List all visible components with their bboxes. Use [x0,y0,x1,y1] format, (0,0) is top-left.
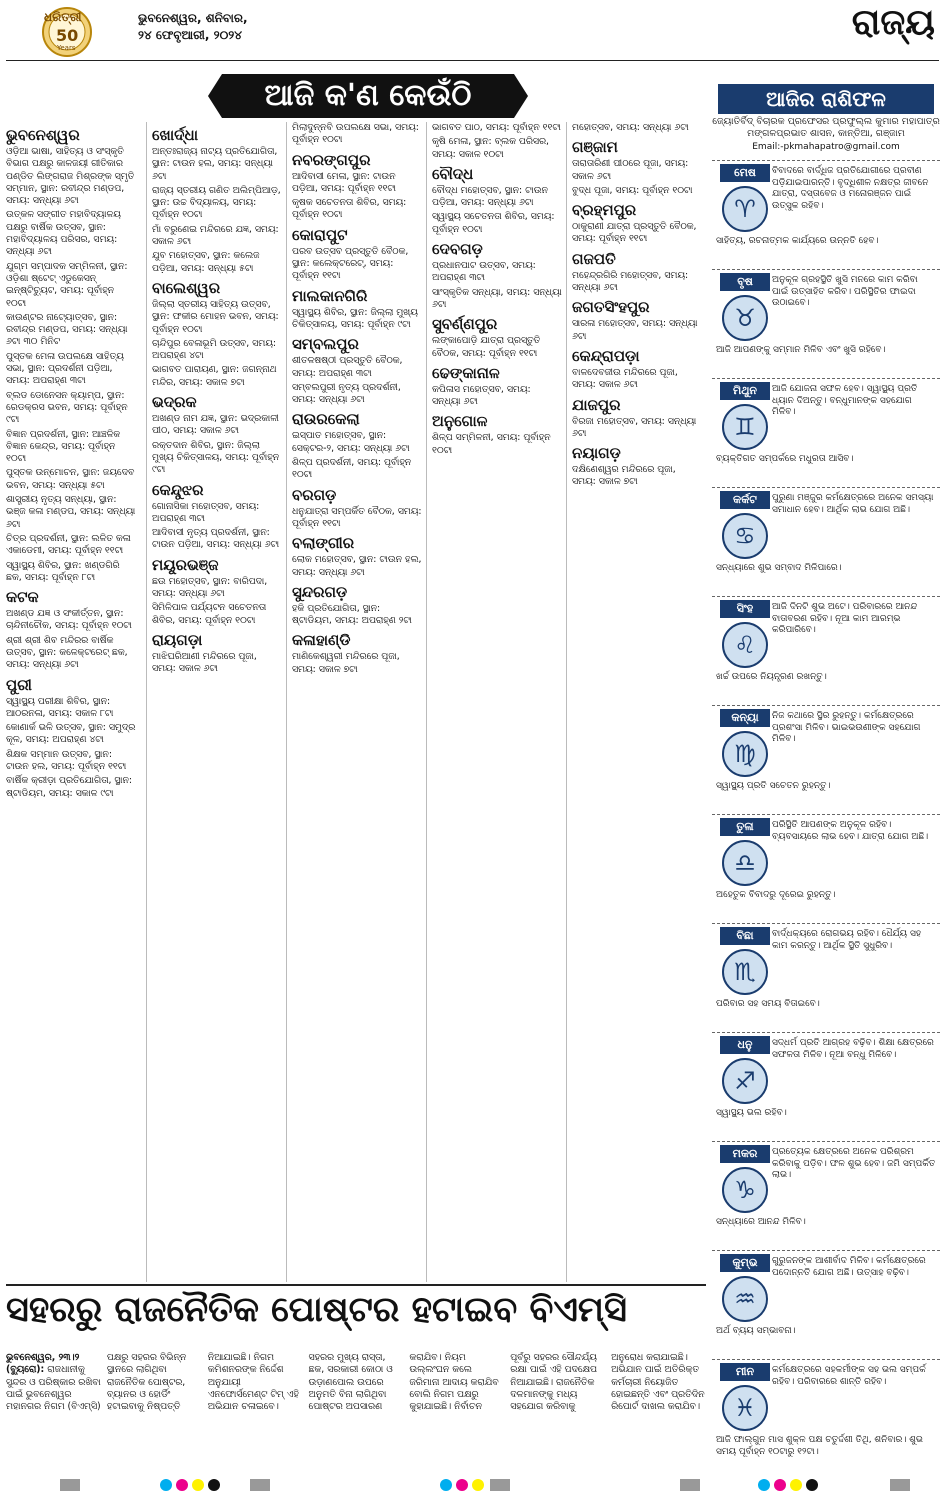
sign-prediction: ଆଜି ଯୋଜନା ସଫଳ ହେବ। ସ୍ୱାସ୍ଥ୍ୟ ପ୍ରତି ଧ୍ୟାନ ଦିଅନ୍ତୁ। ବନ୍ଧୁମାନଙ୍କ ସହଯୋଗ ମିଳିବ। [772,384,918,417]
event-entry: ଭାଗବତ ପାଠ, ସମୟ: ପୂର୍ବାହ୍ନ ୧୧ଟା [432,122,561,133]
place-heading: ଦେବଗଡ଼ [432,240,483,259]
sign-label: କୁମ୍ଭ [720,1254,770,1272]
place-heading: ସମ୍ବଲପୁର [292,335,359,354]
zodiac-symbol-icon: ♐ [722,1058,768,1104]
place-heading: ଭଦ୍ରକ [152,393,197,412]
horoscope-sign [712,382,940,482]
events-columns [6,122,706,1282]
dateline-date: ୨୪ ଫେବୃଆରୀ, ୨୦୨୪ [138,28,242,42]
horoscope-sign [712,1363,940,1463]
event-entry: ଉତ୍କଳ ସଙ୍ଗୀତ ମହାବିଦ୍ୟାଳୟ ପକ୍ଷରୁ ବାର୍ଷିକ ଉତ୍ସବ, ସ୍ଥାନ: ମହାବିଦ୍ୟାଳୟ ପରିସର, ସମୟ: ସନ୍ଧ୍ୟା ୬ଟା [6,209,121,258]
place-heading: ସୁନ୍ଦରଗଡ଼ [292,582,348,601]
event-entry: ପୁସ୍ତକ ଉନ୍ମୋଚନ, ସ୍ଥାନ: ଜୟଦେବ ଭବନ, ସମୟ: ସନ୍ଧ୍ୟା ୫ଟା [6,467,135,491]
place-heading: ଢେଙ୍କାନାଳ [432,363,500,382]
event-entry: ଓଡ଼ିଆ ଭାଷା, ସାହିତ୍ୟ ଓ ସଂସ୍କୃତି ବିଭାଗ ପକ୍ଷରୁ କାଳଜୟୀ ଗୀତିକାର ପଣ୍ଡିତ ଲିଙ୍ଗରାଜ ମିଶ୍ରଙ୍କ ସ୍ମୃତି ସମ୍ମାନ, ସ୍ଥାନ: ରବୀନ୍ଦ୍ର ମଣ୍ଡପ, ସମୟ: ସନ୍ଧ୍ୟା ୬ଟା [6,146,135,207]
event-entry: ଜିଲ୍ଲା ସ୍ତରୀୟ ସାହିତ୍ୟ ଉତ୍ସବ, ସ୍ଥାନ: ଫକୀର ମୋହନ ଭବନ, ସମୟ: ପୂର୍ବାହ୍ନ ୧୦ଟା [152,298,279,335]
page-header [0,0,945,62]
color-registration-dot [774,1479,786,1491]
event-entry: ଅନ୍ତଃରାଜ୍ୟ ନାଟ୍ୟ ପ୍ରତିଯୋଗିତା, ସ୍ଥାନ: ଟାଉନ ହଲ, ସମୟ: ସନ୍ଧ୍ୟା ୬ଟା [152,146,278,182]
sign-prediction-continued: ଆଜି ଫାଲ୍‌ଗୁନ ମାସ ଶୁକ୍ଳ ପକ୍ଷ ଚତୁର୍ଦ୍ଦଶୀ ତିଥି, ଶନିବାର। ଶୁଭ ସମୟ ପୂର୍ବାହ୍ନ ୧୦ଟାରୁ ୧୨ଟା। [716,1435,924,1457]
sign-label: କନ୍ୟା [720,709,770,727]
sign-prediction-continued: ସ୍ୱାସ୍ଥ୍ୟ ଭଲ ରହିବ। [716,1108,787,1118]
event-entry: ବୁଦ୍ଧ ପୂଜା, ସମୟ: ପୂର୍ବାହ୍ନ ୧୦ଟା [572,184,693,196]
place-heading: ମୟୂରଭଞ୍ଜ [152,555,219,574]
place-heading: ରାୟଗଡ଼ା [152,630,203,649]
event-entry: ଯୁଗ୍ମ ସମ୍ପାଦକ ସମ୍ମିଳନୀ, ସ୍ଥାନ: ଓଡ଼ିଶା ଷ୍ଟେଟ୍ ଏଡୁକେସନ୍ ଇନ୍‌ଷ୍ଟିଚ୍ୟୁଟ, ସମୟ: ପୂର୍ବାହ୍ନ ୧୦ଟା [6,260,128,309]
story-byline: ଭୁବନେଶ୍ୱର, ୨୩।୨ (ବ୍ୟୁରୋ): [6,1352,80,1376]
horoscope-heading: ଆଜିର ରାଶିଫଳ [718,84,934,114]
event-entry: ପରବ ଉତ୍ସବ ପ୍ରସ୍ତୁତି ବୈଠକ, ସ୍ଥାନ: କଲେକ୍ଟରେଟ୍, ସମୟ: ପୂର୍ବାହ୍ନ ୧୧ଟା [292,245,409,282]
sign-label: କର୍କଟ [720,491,770,509]
sign-prediction: ଆଜି ଦିନଟି ଶୁଭ ଅଟେ। ପରିବାରରେ ଆନନ୍ଦ ବାତାବରଣ ରହିବ। ନୂଆ କାମ ଆରମ୍ଭ କରିପାରିବେ। [772,602,918,635]
place-heading: ପୁରୀ [6,675,32,694]
place-heading: ଜଗତସିଂହପୁର [572,298,650,317]
event-entry: ରାଜ୍ୟ ସ୍ତରୀୟ ଗଣିତ ଅଲିମ୍ପିଆଡ଼, ସ୍ଥାନ: ଉଚ୍ଚ ବିଦ୍ୟାଳୟ, ସମୟ: ପୂର୍ବାହ୍ନ ୧୦ଟା [152,184,281,221]
zodiac-symbol-icon: ♊ [722,404,768,450]
horoscope-sign [712,1036,940,1136]
event-entry: କାଉଣ୍ଟର ନାଟ୍ୟୋତ୍ସବ, ସ୍ଥାନ: ରବୀନ୍ଦ୍ର ମଣ୍ଡପ, ସମୟ: ସନ୍ଧ୍ୟା ୬ଟା ୩୦ ମିନିଟ [6,311,128,348]
horoscope-panel [712,78,940,1490]
sign-prediction-continued: ସନ୍ଧ୍ୟାରେ ଆନନ୍ଦ ମିଳିବ। [716,1217,806,1227]
zodiac-symbol-icon: ♈ [722,186,768,232]
event-entry: ଭାଗବତ ପାରାୟଣ, ସ୍ଥାନ: ଜଗନ୍ନାଥ ମନ୍ଦିର, ସମୟ: ସକାଳ ୭ଟା [152,364,277,388]
event-entry: ବ୍ଲଡ ଡୋନେସନ କ୍ୟାମ୍ପ, ସ୍ଥାନ: ରେଡକ୍ରସ ଭବନ, ସମୟ: ପୂର୍ବାହ୍ନ ୯ଟା [6,389,128,426]
event-entry: ଧନୁଯାତ୍ରା ସମ୍ପର୍କିତ ବୈଠକ, ସମୟ: ପୂର୍ବାହ୍ନ ୧୧ଟା [292,505,422,529]
sign-label: ଧନୁ [720,1036,770,1054]
horoscope-sign [712,818,940,918]
event-entry: ଇସ୍ପାତ ମହୋତ୍ସବ, ସ୍ଥାନ: ସେକ୍ଟର-୨, ସମୟ: ସନ୍ଧ୍ୟା ୬ଟା [292,430,410,454]
place-heading: କେନ୍ଦୁଝର [152,480,204,499]
event-entry: ସିମିଳିପାଳ ପର୍ଯ୍ୟଟନ ସଚେତନତା ଶିବିର, ସମୟ: ପୂର୍ବାହ୍ନ ୧୦ଟା [152,602,267,626]
place-heading: କୋରାପୁଟ [292,225,348,244]
horoscope-sign [712,273,940,373]
event-entry: ବିଜ୍ଞାନ ପ୍ରଦର୍ଶନୀ, ସ୍ଥାନ: ଆଞ୍ଚଳିକ ବିଜ୍ଞାନ କେନ୍ଦ୍ର, ସମୟ: ପୂର୍ବାହ୍ନ ୧୦ଟା [6,428,121,465]
color-registration-dot [758,1479,770,1491]
event-entry: ସ୍ୱାସ୍ଥ୍ୟ ସଚେତନତା ଶିବିର, ସମୟ: ପୂର୍ବାହ୍ନ ୧୦ଟା [432,211,555,235]
event-entry: ଚିତ୍ର ପ୍ରଦର୍ଶନୀ, ସ୍ଥାନ: ଲଳିତ କଳା ଏକାଡେମୀ, ସମୟ: ପୂର୍ବାହ୍ନ ୧୧ଟା [6,532,131,557]
event-entry: ଛଉ ମହୋତ୍ସବ, ସ୍ଥାନ: ବାରିପଦା, ସମୟ: ସନ୍ଧ୍ୟା ୬ଟା [152,575,268,600]
sign-divider [712,378,940,380]
sign-prediction-continued: ଅହେତୁକ ବିବାଦରୁ ଦୂରେଇ ରୁହନ୍ତୁ। [716,890,836,900]
newspaper-logo [30,2,104,58]
event-entry: ଅଖଣ୍ଡ ନାମ ଯଜ୍ଞ, ସ୍ଥାନ: ଭଦ୍ରକାଳୀ ପୀଠ, ସମୟ: ସକାଳ ୬ଟା [152,413,279,437]
sign-divider [712,160,940,162]
sign-prediction: ପୁରୁଣା ମଞ୍ଜୁର କର୍ମକ୍ଷେତ୍ରରେ ଅନେକ ସମସ୍ୟା ସମାଧାନ ହେବ। ଆର୍ଥିକ ଲାଭ ଯୋଗ ଅଛି। [772,493,934,515]
event-entry: ଶାସ୍ତ୍ରୀୟ ନୃତ୍ୟ ସନ୍ଧ୍ୟା, ସ୍ଥାନ: ଭଞ୍ଜ କଳା ମଣ୍ଡପ, ସମୟ: ସନ୍ଧ୍ୟା ୬ଟା [6,494,136,530]
event-entry: ସାରଳା ମହୋତ୍ସବ, ସମୟ: ସନ୍ଧ୍ୟା ୬ଟା [572,318,698,342]
events-column [426,122,562,1282]
header-rule [6,60,939,61]
zodiac-symbol-icon: ♌ [722,622,768,668]
sign-prediction-continued: ସନ୍ଧ୍ୟାରେ ଶୁଭ ସମ୍ବାଦ ମିଳିପାରେ। [716,563,842,573]
color-registration-dot [790,1479,802,1491]
event-entry: ମାଁ ବରୁଣେଇ ମନ୍ଦିରରେ ଯଜ୍ଞ, ସମୟ: ସକାଳ ୬ଟା [152,223,279,248]
place-heading: ଭୁବନେଶ୍ୱର [6,126,80,144]
event-entry: ସାଂସ୍କୃତିକ ସନ୍ଧ୍ୟା, ସମୟ: ସନ୍ଧ୍ୟା ୬ଟା [432,286,562,310]
gray-bar-mark [250,1479,270,1491]
dateline [138,10,248,44]
sign-prediction-continued: ସାହିତ୍ୟ, ରଚନାତ୍ମକ କାର୍ଯ୍ୟରେ ଉନ୍ନତି ହେବ। [716,236,879,246]
event-entry: କୃଷକ ସଚେତନତା ଶିବିର, ସମୟ: ପୂର୍ବାହ୍ନ ୧୦ଟା [292,197,407,221]
place-heading: ବରଗଡ଼ [292,485,337,504]
gray-bar-mark [490,1479,510,1491]
zodiac-symbol-icon: ♋ [722,513,768,559]
event-entry: ସ୍ୱାସ୍ଥ୍ୟ ପରୀକ୍ଷା ଶିବିର, ସ୍ଥାନ: ଆଠରନଳା, ସମୟ: ସକାଳ ୮ଟା [6,695,114,719]
section-title: ରାଜ୍ୟ [851,2,935,43]
astrologer-credit: ଜ୍ୟୋତିର୍ବିଦ୍ ବିଚାରକ ପ୍ରଫେସର ପ୍ରଫୁଲ୍ଲ କୁମାର ମହାପାତ୍ର ମଙ୍ଗଳପ୍ରଭାତ ଶାସନ, କାନ୍ତିଆ, ଗଞ୍ଜାମ [712,116,940,139]
sign-prediction: ଗୁରୁଜନଙ୍କ ଆଶୀର୍ବାଦ ମିଳିବ। କର୍ମକ୍ଷେତ୍ରରେ ପଦୋନ୍ନତି ଯୋଗ ଅଛି। ଉତ୍ସାହ ବଢ଼ିବ। [772,1256,926,1278]
zodiac-symbol-icon: ♑ [722,1167,768,1213]
horoscope-sign [712,927,940,1027]
color-registration-dot [440,1479,452,1491]
zodiac-symbol-icon: ♒ [722,1276,768,1322]
zodiac-symbol-icon: ♍ [722,731,768,777]
event-entry: ଲଙ୍କାପୋଡ଼ି ଯାତ୍ରା ପ୍ରସ୍ତୁତି ବୈଠକ, ସମୟ: ପୂର୍ବାହ୍ନ ୧୧ଟା [432,335,541,359]
logo-years-label: Years [57,44,76,52]
sign-prediction-continued: ଅର୍ଥ ବ୍ୟୟ ସମ୍ଭାବନା। [716,1326,796,1336]
event-entry: ଶିଳ୍ପ ପ୍ରଦର୍ଶନୀ, ସମୟ: ପୂର୍ବାହ୍ନ ୧୦ଟା [292,457,412,481]
event-entry: ପ୍ରଧାନପାଟ ଉତ୍ସବ, ସମୟ: ଅପରାହ୍ଣ ୩ଟା [432,260,536,284]
zodiac-symbol-icon: ♎ [722,840,768,886]
zodiac-symbol-icon: ♉ [722,295,768,341]
lead-story-body [6,1352,706,1472]
event-entry: ବାଳଦେବଜୀଉ ମନ୍ଦିରରେ ପୂଜା, ସମୟ: ସକାଳ ୬ଟା [572,366,678,391]
place-heading: ମାଲକାନଗିରି [292,286,368,305]
event-entry: ଆଦିବାସୀ ମେଳା, ସ୍ଥାନ: ଟାଉନ ପଡ଼ିଆ, ସମୟ: ପୂର୍ବାହ୍ନ ୧୧ଟା [292,170,396,194]
zodiac-symbol-icon: ♓ [722,1385,768,1431]
color-registration-dot [192,1479,204,1491]
lead-headline: ସହରରୁ ରାଜନୈତିକ ପୋଷ୍ଟର ହଟାଇବ ବିଏମ୍‌ସି [6,1290,627,1330]
event-entry: ରକ୍ତଦାନ ଶିବିର, ସ୍ଥାନ: ଜିଲ୍ଲା ମୁଖ୍ୟ ଚିକିତ୍ସାଳୟ, ସମୟ: ପୂର୍ବାହ୍ନ ୯ଟା [152,439,280,476]
event-entry: ଶ୍ରୀ ଶ୍ରୀ ଶିବ ମନ୍ଦିରର ବାର୍ଷିକ ଉତ୍ସବ, ସ୍ଥାନ: କଳେକ୍ଟରେଟ୍ ଛକ, ସମୟ: ସନ୍ଧ୍ୟା ୬ଟା [6,634,128,671]
sign-prediction-continued: ସ୍ୱାସ୍ଥ୍ୟ ପ୍ରତି ସଚେତନ ରୁହନ୍ତୁ। [716,781,831,791]
sign-label: ତୁଳା [720,818,770,836]
event-entry: ଚାନ୍ଦିପୁର ବେଳାଭୂମି ଉତ୍ସବ, ସମୟ: ଅପରାହ୍ଣ ୪ଟା [152,337,276,362]
logo-years-number: 50 [56,26,79,45]
gray-bar-mark [890,1479,910,1491]
event-entry: ଆଦିବାସୀ ନୃତ୍ୟ ପ୍ରଦର୍ଶନୀ, ସ୍ଥାନ: ଟାଉନ ପଡ଼ିଆ, ସମୟ: ସନ୍ଧ୍ୟା ୬ଟା [152,527,280,551]
event-entry: ହକି ପ୍ରତିଯୋଗିତା, ସ୍ଥାନ: ଷ୍ଟାଡିୟମ, ସମୟ: ଅପରାହ୍ଣ ୨ଟା [292,602,412,627]
sign-divider [712,487,940,489]
place-heading: ବ୍ରହ୍ମପୁର [572,201,637,220]
sign-divider [712,269,940,271]
place-heading: ଯାଜପୁର [572,395,621,414]
sign-divider [712,923,940,925]
event-entry: କପିଳାସ ମହୋତ୍ସବ, ସମୟ: ସନ୍ଧ୍ୟା ୬ଟା [432,383,531,408]
event-entry: କୃଷି ମେଳା, ସ୍ଥାନ: ବ୍ଲକ ପରିସର, ସମୟ: ସକାଳ ୧୦ଟା [432,136,549,160]
sign-divider [712,1250,940,1252]
place-heading: ରାଉରକେଲା [292,410,360,429]
event-entry: ଶିଳ୍ପ ସମ୍ମିଳନୀ, ସମୟ: ପୂର୍ବାହ୍ନ ୧୦ଟା [432,432,551,456]
event-entry: ଶିକ୍ଷକ ସମ୍ମାନ ଉତ୍ସବ, ସ୍ଥାନ: ଟାଉନ ହଲ, ସମୟ: ପୂର୍ବାହ୍ନ ୧୧ଟା [6,748,127,773]
astrologer-email: Email:-pkmahapatro@gmail.com [752,142,900,152]
event-entry: ଶୀତଳଷଷ୍ଠୀ ପ୍ରସ୍ତୁତି ବୈଠକ, ସମୟ: ଅପରାହ୍ଣ ୩ଟା [292,355,403,379]
horoscope-sign [712,709,940,809]
color-registration-dot [806,1479,818,1491]
horoscope-sign [712,1145,940,1245]
event-entry: ସମ୍ବଲପୁରୀ ନୃତ୍ୟ ପ୍ରଦର୍ଶନୀ, ସମୟ: ସନ୍ଧ୍ୟା ୬ଟା [292,381,401,406]
event-entry: ଅଖଣ୍ଡ ଯଜ୍ଞ ଓ ସଂକୀର୍ତ୍ତନ, ସ୍ଥାନ: ଚାନ୍ଦିନୀଚୌକ, ସମୟ: ପୂର୍ବାହ୍ନ ୧୦ଟା [6,608,132,632]
gray-bar-mark [680,1479,700,1491]
event-entry: ଠାକୁରାଣୀ ଯାତ୍ରା ପ୍ରସ୍ତୁତି ବୈଠକ, ସମୟ: ପୂର୍ବାହ୍ନ ୧୧ଟା [572,221,697,245]
sign-label: ବିଛା [720,927,770,945]
sign-prediction: ସଦ୍ଧର୍ମ ପ୍ରତି ଆଗ୍ରହ ବଢ଼ିବ। ଶିକ୍ଷା କ୍ଷେତ୍ରରେ ସଫଳତା ମିଳିବ। ନୂଆ ବନ୍ଧୁ ମିଳିବେ। [772,1038,934,1060]
sign-label: ମିଥୁନ [720,382,770,400]
event-entry: ମିଲାଦୁନ୍ନବି ଉପଲକ୍ଷେ ସଭା, ସମୟ: ପୂର୍ବାହ୍ନ ୧୦ଟା [292,122,419,146]
sign-divider [712,1141,940,1143]
color-registration-dot [176,1479,188,1491]
sign-divider [712,1359,940,1361]
color-registration-dot [456,1479,468,1491]
events-column [286,122,422,1282]
sign-prediction-continued: ଆଜି ଆପଣଙ୍କୁ ସମ୍ମାନ ମିଳିବ ଏବଂ ଖୁସି ରହିବେ। [716,345,886,355]
sign-prediction: ନିଜ କଥାରେ ସ୍ଥିର ରୁହନ୍ତୁ। କର୍ମକ୍ଷେତ୍ରରେ ପ୍ରଶଂସା ମିଳିବ। ଭାଇଭଉଣୀଙ୍କ ସହଯୋଗ ମିଳିବ। [772,711,921,744]
place-heading: କେନ୍ଦ୍ରାପଡ଼ା [572,346,640,365]
color-registration-dot [208,1479,220,1491]
sign-prediction: ବାର୍ଦ୍ଧକ୍ୟରେ ରୋଗଭୟ ରହିବ। ଧୈର୍ଯ୍ୟ ସହ କାମ କରନ୍ତୁ। ଆର୍ଥିକ ସ୍ଥିତି ସୁଧୁରିବ। [772,929,922,951]
horoscope-sign [712,600,940,700]
sign-prediction-continued: ବ୍ୟକ୍ତିଗତ ସମ୍ପର୍କରେ ମଧୁରତା ଆସିବ। [716,454,854,464]
place-heading: କଳାହାଣ୍ଡି [292,631,351,650]
dateline-place-day: ଭୁବନେଶ୍ୱର, ଶନିବାର, [138,11,248,25]
place-heading: ବାଲେଶ୍ୱର [152,278,221,297]
event-entry: ମହୋତ୍ସବ, ସମୟ: ସନ୍ଧ୍ୟା ୬ଟା [572,122,689,133]
logo-text: ଧରିତ୍ରୀ [44,10,82,24]
sign-divider [712,705,940,707]
event-entry: ଗୋନାସିକା ମହୋତ୍ସବ, ସମୟ: ଅପରାହ୍ଣ ୩ଟା [152,500,260,524]
event-entry: ସ୍ୱାସ୍ଥ୍ୟ ଶିବିର, ସ୍ଥାନ: ଖଣ୍ଡଗିରି ଛକ, ସମୟ: ପୂର୍ବାହ୍ନ ୮ଟା [6,559,120,583]
horoscope-sign [712,491,940,591]
sign-divider [712,1032,940,1034]
event-entry: ବାର୍ଷିକ କ୍ରୀଡ଼ା ପ୍ରତିଯୋଗିତା, ସ୍ଥାନ: ଷ୍ଟାଡିୟମ, ସମୟ: ସକାଳ ୯ଟା [6,775,132,799]
horoscope-sign [712,1254,940,1354]
event-entry: ବିରଜା ମହୋତ୍ସବ, ସମୟ: ସନ୍ଧ୍ୟା ୬ଟା [572,415,697,439]
registration-marks [0,1478,945,1492]
sign-divider [712,596,940,598]
event-entry: ମାଝିଘରିଆଣୀ ମନ୍ଦିରରେ ପୂଜା, ସମୟ: ସକାଳ ୬ଟା [152,650,257,675]
sign-prediction: ଅନୁକୂଳ ଗ୍ରହସ୍ଥିତି ଖୁସି ମନରେ କାମ କରିବା ପାଇଁ ଉତ୍ସାହିତ କରିବ। ପରିସ୍ଥିତିର ଫାଇଦା ଉଠାଇବେ। [772,275,918,308]
events-column [566,122,702,1282]
event-entry: ତାରାତାରିଣୀ ପୀଠରେ ପୂଜା, ସମୟ: ସକାଳ ୬ଟା [572,158,689,182]
event-entry: କୋଣାର୍କ ଭଳି ଉତ୍ସବ, ସ୍ଥାନ: ସମୁଦ୍ର କୂଳ, ସମୟ: ଅପରାହ୍ଣ ୪ଟା [6,722,136,746]
event-entry: ବୌଦ୍ଧ ମହୋତ୍ସବ, ସ୍ଥାନ: ଟାଉନ ପଡ଼ିଆ, ସମୟ: ସନ୍ଧ୍ୟା ୬ଟା [432,184,548,209]
event-entry: ଯୁବ ମହୋତ୍ସବ, ସ୍ଥାନ: କଲେଜ ପଡ଼ିଆ, ସମୟ: ସନ୍ଧ୍ୟା ୫ଟା [152,250,260,274]
sign-prediction-continued: ଖର୍ଚ୍ଚ ଉପରେ ନିୟନ୍ତ୍ରଣ ରଖନ୍ତୁ। [716,672,827,682]
event-entry: ମାଣିକେଶ୍ୱରୀ ମନ୍ଦିରରେ ପୂଜା, ସମୟ: ସକାଳ ୭ଟା [292,651,400,675]
event-entry: ମହେନ୍ଦ୍ରଗିରି ମହୋତ୍ସବ, ସମୟ: ସନ୍ଧ୍ୟା ୬ଟା [572,269,689,294]
place-heading: ଖୋର୍ଦ୍ଧା [152,126,199,144]
event-entry: ପୁସ୍ତକ ମେଳା ଉପଲକ୍ଷେ ସାହିତ୍ୟ ସଭା, ସ୍ଥାନ: ପ୍ରଦର୍ଶନୀ ପଡ଼ିଆ, ସମୟ: ଅପରାହ୍ଣ ୩ଟା [6,350,124,387]
place-heading: କଟକ [6,588,39,607]
place-heading: ସୁବର୍ଣ୍ଣପୁର [432,315,498,334]
gray-bar-mark [60,1479,80,1491]
color-registration-dot [472,1479,484,1491]
sign-prediction: ପ୍ରତ୍ୟେକ କ୍ଷେତ୍ରରେ ଅନେକ ପରିଶ୍ରମ କରିବାକୁ ପଡ଼ିବ। ଫଳ ଶୁଭ ହେବ। ଜମି ସମ୍ପର୍କିତ ଲାଭ। [772,1147,936,1180]
sign-label: ସିଂହ [720,600,770,618]
place-heading: ବଲାଙ୍ଗୀର [292,534,355,553]
sign-divider [712,814,940,816]
place-heading: ବୌଦ୍ଧ [432,164,474,183]
place-heading: ଗଜପତି [572,249,616,268]
zodiac-symbol-icon: ♏ [722,949,768,995]
sign-label: ବୃଷ [720,273,770,291]
story-text: ରାଜଧାନୀକୁ ସୁନ୍ଦର ଓ ପରିଷ୍କାର ରଖିବା ପାଇଁ ଭୁବନେଶ୍ୱର ମହାନଗର ନିଗମ (ବିଏମ୍‌ସି) ପକ୍ଷରୁ ସହରର ବିଭିନ୍ନ ସ୍ଥାନରେ ଲାଗିଥିବା ରାଜନୈତିକ ପୋଷ୍ଟର, ବ୍ୟାନର ଓ ହୋର୍ଡିଂ ହଟାଇବାକୁ ନିଷ୍ପତ୍ତି ନିଆଯାଇଛି। ନିଗମ କମିଶନରଙ୍କ ନିର୍ଦ୍ଦେଶ ଅନୁଯାୟୀ ଏନଫୋର୍ସମେଣ୍ଟ ଟିମ୍ ଏହି ଅଭିଯାନ ଚଳାଇବେ। ସହରର ମୁଖ୍ୟ ରାସ୍ତା, ଛକ, ସରକାରୀ କୋଠା ଓ ଉଡ଼ାଣପୋଲ ଉପରେ ଅନୁମତି ବିନା ଲାଗିଥିବା ପୋଷ୍ଟର ଅପସାରଣ କରାଯିବ। ନିୟମ ଉଲ୍ଲଂଘନ କଲେ ଜରିମାନା ଆଦାୟ କରାଯିବ ବୋଲି ନିଗମ ପକ୍ଷରୁ କୁହାଯାଇଛି। ନିର୍ବାଚନ ପୂର୍ବରୁ ସହରର ସୌନ୍ଦର୍ଯ୍ୟ ରକ୍ଷା ପାଇଁ ଏହି ପଦକ୍ଷେପ ନିଆଯାଇଛି। ରାଜନୈତିକ ଦଳମାନଙ୍କୁ ମଧ୍ୟ ସହଯୋଗ କରିବାକୁ ଅନୁରୋଧ କରାଯାଇଛି। ଅଭିଯାନ ପାଇଁ ଅତିରିକ୍ତ କର୍ମଚାରୀ ନିୟୋଜିତ ହୋଇଛନ୍ତି ଏବଂ ପ୍ରତିଦିନ ରିପୋର୍ଟ ଦାଖଲ କରାଯିବ। [6,1352,705,1413]
event-entry: ଦକ୍ଷିଣେଶ୍ୱର ମନ୍ଦିରରେ ପୂଜା, ସମୟ: ସକାଳ ୭ଟା [572,464,676,488]
events-banner: ଆଜି କ'ଣ କେଉଁଠି [222,74,514,118]
sign-prediction: ବିବାଦରେ ବାର୍ଦ୍ଧିଜ ପ୍ରତିଯୋଗୀରେ ପ୍ରବୀଣ ପଡ଼ିଯାଇପାରନ୍ତି। ବୃଦ୍ଧିଶୀଳ ନକ୍ଷତ୍ର ଜୀବନେ ଯାତ୍ରା, ଦସ୍ତାବେଜ ଓ ମନୋରଞ୍ଜନ ପାଇଁ ଉତ୍ସୁକ ରହିବ। [772,166,929,211]
event-entry: ଲୋକ ମହୋତ୍ସବ, ସ୍ଥାନ: ଟାଉନ ହଲ, ସମୟ: ସନ୍ଧ୍ୟା ୬ଟା [292,554,422,578]
sign-prediction: କର୍ମକ୍ଷେତ୍ରରେ ସହକର୍ମୀଙ୍କ ସହ ଭଲ ସମ୍ପର୍କ ରହିବ। ପରିବାରରେ ଶାନ୍ତି ରହିବ। [772,1365,926,1387]
events-column [146,122,282,1282]
sign-label: ମକର [720,1145,770,1163]
event-entry: ସ୍ୱାସ୍ଥ୍ୟ ଶିବିର, ସ୍ଥାନ: ଜିଲ୍ଲା ମୁଖ୍ୟ ଚିକିତ୍ସାଳୟ, ସମୟ: ପୂର୍ବାହ୍ନ ୯ଟା [292,306,418,330]
place-heading: ଗଞ୍ଜାମ [572,138,618,157]
place-heading: ନୟାଗଡ଼ [572,444,621,463]
place-heading: ନବରଙ୍ଗପୁର [292,150,371,169]
place-heading: ଅନୁଗୋଳ [432,412,488,431]
sign-label: ମେଷ [720,164,770,182]
sign-label: ମୀନ [720,1363,770,1381]
horoscope-sign [712,164,940,264]
events-column [6,122,136,1282]
story-rule [6,1284,706,1286]
sign-prediction-continued: ପରିବାର ସହ ସମୟ ବିତାଇବେ। [716,999,820,1009]
sign-prediction: ପରିସ୍ଥିତି ଆପଣଙ୍କ ଅନୁକୂଳ ରହିବ। ବ୍ୟବସାୟରେ ଲାଭ ହେବ। ଯାତ୍ରା ଯୋଗ ଅଛି। [772,820,929,842]
color-registration-dot [160,1479,172,1491]
